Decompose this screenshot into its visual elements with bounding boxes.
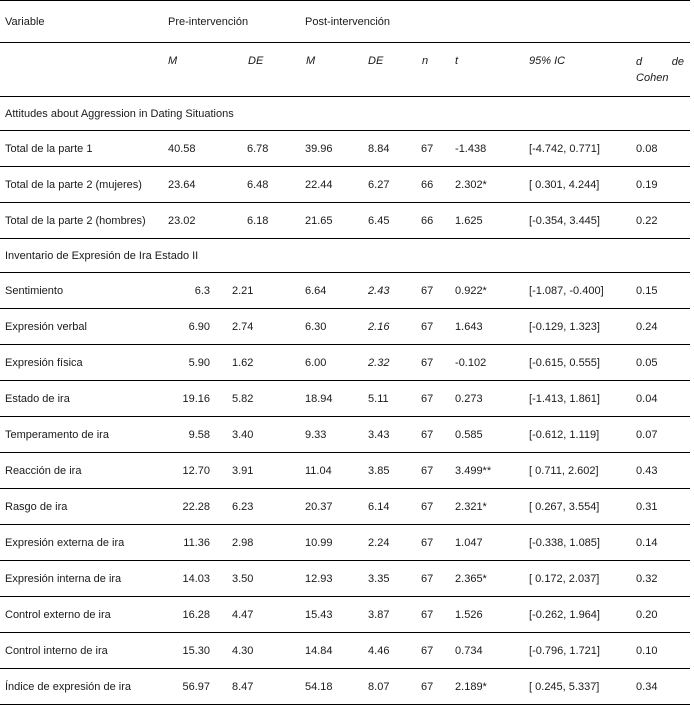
cell-m-post: 22.44 xyxy=(302,167,365,203)
table-row xyxy=(0,167,690,203)
section-header-row xyxy=(0,239,690,273)
cell-de-post: 8.07 xyxy=(365,669,421,705)
cell-m-post: 14.84 xyxy=(302,633,365,669)
cell-t: 1.047 xyxy=(452,525,526,561)
table-row xyxy=(0,489,690,525)
cell-m-post: 39.96 xyxy=(302,131,365,167)
table-row xyxy=(0,131,690,167)
cell-de-pre: 2.98 xyxy=(228,525,302,561)
cell-m-post: 6.64 xyxy=(302,273,365,309)
cell-ci: [-4.742, 0.771] xyxy=(526,131,636,167)
cell-de-pre: 4.47 xyxy=(228,597,302,633)
sub-de-post: DE xyxy=(365,43,421,97)
cell-m-pre: 16.28 xyxy=(168,597,228,633)
cell-de-pre: 2.74 xyxy=(228,309,302,345)
cell-variable: Expresión física xyxy=(0,345,168,381)
cell-t: 2.302* xyxy=(452,167,526,203)
cell-d: 0.14 xyxy=(636,525,690,561)
cell-variable: Temperamento de ira xyxy=(0,417,168,453)
cell-de-post: 2.24 xyxy=(365,525,421,561)
cell-d: 0.24 xyxy=(636,309,690,345)
cell-m-pre: 56.97 xyxy=(168,669,228,705)
cell-t: 2.321* xyxy=(452,489,526,525)
cell-t: 3.499** xyxy=(452,453,526,489)
cell-d: 0.07 xyxy=(636,417,690,453)
cell-m-pre: 9.58 xyxy=(168,417,228,453)
cell-m-post: 54.18 xyxy=(302,669,365,705)
cell-m-post: 10.99 xyxy=(302,525,365,561)
cell-ci: [-0.612, 1.119] xyxy=(526,417,636,453)
cell-d: 0.43 xyxy=(636,453,690,489)
cell-m-pre: 6.3 xyxy=(168,273,228,309)
cell-de-post: 2.32 xyxy=(365,345,421,381)
cell-m-post: 12.93 xyxy=(302,561,365,597)
cell-d: 0.08 xyxy=(636,131,690,167)
table-row xyxy=(0,561,690,597)
cell-n: 67 xyxy=(421,381,452,417)
cell-de-post: 3.85 xyxy=(365,453,421,489)
cell-n: 67 xyxy=(421,525,452,561)
cell-de-post: 4.46 xyxy=(365,633,421,669)
subheader-row xyxy=(0,43,690,97)
cell-n: 67 xyxy=(421,453,452,489)
cell-variable: Expresión verbal xyxy=(0,309,168,345)
cell-m-pre: 14.03 xyxy=(168,561,228,597)
cell-d: 0.32 xyxy=(636,561,690,597)
sub-de-pre: DE xyxy=(228,43,302,97)
cell-de-post: 5.11 xyxy=(365,381,421,417)
cell-n: 66 xyxy=(421,203,452,239)
cell-variable: Total de la parte 2 (mujeres) xyxy=(0,167,168,203)
cell-ci: [-0.796, 1.721] xyxy=(526,633,636,669)
sub-cohen xyxy=(636,43,690,97)
cell-variable: Control interno de ira xyxy=(0,633,168,669)
cell-de-pre: 5.82 xyxy=(228,381,302,417)
cell-variable: Control externo de ira xyxy=(0,597,168,633)
cell-de-post: 6.45 xyxy=(365,203,421,239)
cell-m-pre: 5.90 xyxy=(168,345,228,381)
cell-m-post: 21.65 xyxy=(302,203,365,239)
cell-d: 0.31 xyxy=(636,489,690,525)
cell-variable: Índice de expresión de ira xyxy=(0,669,168,705)
sub-ci: 95% IC xyxy=(526,43,636,97)
cell-d: 0.20 xyxy=(636,597,690,633)
cell-t: 2.365* xyxy=(452,561,526,597)
header-post: Post-intervención xyxy=(305,1,630,43)
cell-t: 0.585 xyxy=(452,417,526,453)
cell-ci: [ 0.301, 4.244] xyxy=(526,167,636,203)
table-row xyxy=(0,525,690,561)
cell-ci: [-0.129, 1.323] xyxy=(526,309,636,345)
cell-m-post: 6.00 xyxy=(302,345,365,381)
cell-variable: Rasgo de ira xyxy=(0,489,168,525)
cell-de-pre: 6.18 xyxy=(228,203,302,239)
cell-variable: Reacción de ira xyxy=(0,453,168,489)
cell-t: 1.526 xyxy=(452,597,526,633)
cell-n: 67 xyxy=(421,131,452,167)
cell-m-pre: 23.64 xyxy=(168,167,228,203)
section-title: Inventario de Expresión de Ira Estado II xyxy=(0,239,690,273)
cell-t: -0.102 xyxy=(452,345,526,381)
cell-m-post: 20.37 xyxy=(302,489,365,525)
cell-de-pre: 6.48 xyxy=(228,167,302,203)
section-title: Attitudes about Aggression in Dating Situations xyxy=(0,97,690,131)
cell-m-pre: 15.30 xyxy=(168,633,228,669)
header-pre: Pre-intervención xyxy=(168,1,365,43)
cell-ci: [-0.338, 1.085] xyxy=(526,525,636,561)
table-row xyxy=(0,309,690,345)
cell-de-pre: 2.21 xyxy=(228,273,302,309)
cell-m-post: 9.33 xyxy=(302,417,365,453)
cell-n: 67 xyxy=(421,417,452,453)
table-row xyxy=(0,417,690,453)
sub-d: d xyxy=(636,56,643,68)
cell-n: 67 xyxy=(421,489,452,525)
cell-n: 67 xyxy=(421,561,452,597)
cell-variable: Expresión interna de ira xyxy=(0,561,168,597)
cell-de-post: 2.43 xyxy=(365,273,421,309)
header-row xyxy=(0,1,690,43)
cell-m-pre: 40.58 xyxy=(168,131,228,167)
table-row xyxy=(0,633,690,669)
cell-n: 67 xyxy=(421,309,452,345)
sub-cohen-label: Cohen xyxy=(636,72,669,84)
cell-t: -1.438 xyxy=(452,131,526,167)
cell-d: 0.22 xyxy=(636,203,690,239)
cell-variable: Expresión externa de ira xyxy=(0,525,168,561)
cell-t: 1.625 xyxy=(452,203,526,239)
cell-d: 0.34 xyxy=(636,669,690,705)
cell-ci: [-0.262, 1.964] xyxy=(526,597,636,633)
cell-m-pre: 19.16 xyxy=(168,381,228,417)
cell-n: 67 xyxy=(421,633,452,669)
cell-de-pre: 4.30 xyxy=(228,633,302,669)
table-row xyxy=(0,597,690,633)
cell-n: 67 xyxy=(421,345,452,381)
cell-n: 67 xyxy=(421,273,452,309)
cell-de-pre: 3.50 xyxy=(228,561,302,597)
cell-m-pre: 12.70 xyxy=(168,453,228,489)
sub-m-pre: M xyxy=(168,43,228,97)
table-row xyxy=(0,453,690,489)
cell-de-pre: 8.47 xyxy=(228,669,302,705)
cell-m-pre: 23.02 xyxy=(168,203,228,239)
cell-ci: [ 0.267, 3.554] xyxy=(526,489,636,525)
cell-de-pre: 3.91 xyxy=(228,453,302,489)
cell-variable: Sentimiento xyxy=(0,273,168,309)
cell-de-pre: 6.78 xyxy=(228,131,302,167)
table-row xyxy=(0,345,690,381)
cell-m-pre: 6.90 xyxy=(168,309,228,345)
cell-d: 0.05 xyxy=(636,345,690,381)
cell-ci: [ 0.711, 2.602] xyxy=(526,453,636,489)
cell-n: 67 xyxy=(421,597,452,633)
cell-variable: Total de la parte 2 (hombres) xyxy=(0,203,168,239)
sub-m-post: M xyxy=(302,43,365,97)
cell-variable: Estado de ira xyxy=(0,381,168,417)
cell-d: 0.15 xyxy=(636,273,690,309)
cell-de-post: 3.43 xyxy=(365,417,421,453)
cell-de-post: 6.14 xyxy=(365,489,421,525)
cell-d: 0.19 xyxy=(636,167,690,203)
cell-de-post: 8.84 xyxy=(365,131,421,167)
cell-d: 0.04 xyxy=(636,381,690,417)
table-row xyxy=(0,381,690,417)
cell-de-post: 3.87 xyxy=(365,597,421,633)
cell-m-pre: 22.28 xyxy=(168,489,228,525)
cell-t: 2.189* xyxy=(452,669,526,705)
cell-t: 0.273 xyxy=(452,381,526,417)
cell-ci: [-1.413, 1.861] xyxy=(526,381,636,417)
cell-ci: [-0.354, 3.445] xyxy=(526,203,636,239)
cell-m-post: 11.04 xyxy=(302,453,365,489)
cell-de-post: 2.16 xyxy=(365,309,421,345)
cell-ci: [-1.087, -0.400] xyxy=(526,273,636,309)
cell-ci: [ 0.172, 2.037] xyxy=(526,561,636,597)
cell-m-post: 18.94 xyxy=(302,381,365,417)
cell-de-post: 6.27 xyxy=(365,167,421,203)
table-row xyxy=(0,203,690,239)
cell-ci: [ 0.245, 5.337] xyxy=(526,669,636,705)
cell-n: 66 xyxy=(421,167,452,203)
cell-t: 0.734 xyxy=(452,633,526,669)
cell-variable: Total de la parte 1 xyxy=(0,131,168,167)
table-row xyxy=(0,273,690,309)
sub-t: t xyxy=(452,43,526,97)
cell-t: 1.643 xyxy=(452,309,526,345)
cell-de-pre: 1.62 xyxy=(228,345,302,381)
cell-m-post: 6.30 xyxy=(302,309,365,345)
cell-ci: [-0.615, 0.555] xyxy=(526,345,636,381)
cell-de-pre: 3.40 xyxy=(228,417,302,453)
section-header-row xyxy=(0,97,690,131)
cell-de-pre: 6.23 xyxy=(228,489,302,525)
cell-m-pre: 11.36 xyxy=(168,525,228,561)
cell-de-post: 3.35 xyxy=(365,561,421,597)
cell-n: 67 xyxy=(421,669,452,705)
sub-n: n xyxy=(421,43,452,97)
header-variable: Variable xyxy=(0,1,168,43)
cell-t: 0.922* xyxy=(452,273,526,309)
sub-de: de xyxy=(671,56,685,68)
cell-d: 0.10 xyxy=(636,633,690,669)
table-row xyxy=(0,669,690,705)
cell-m-post: 15.43 xyxy=(302,597,365,633)
